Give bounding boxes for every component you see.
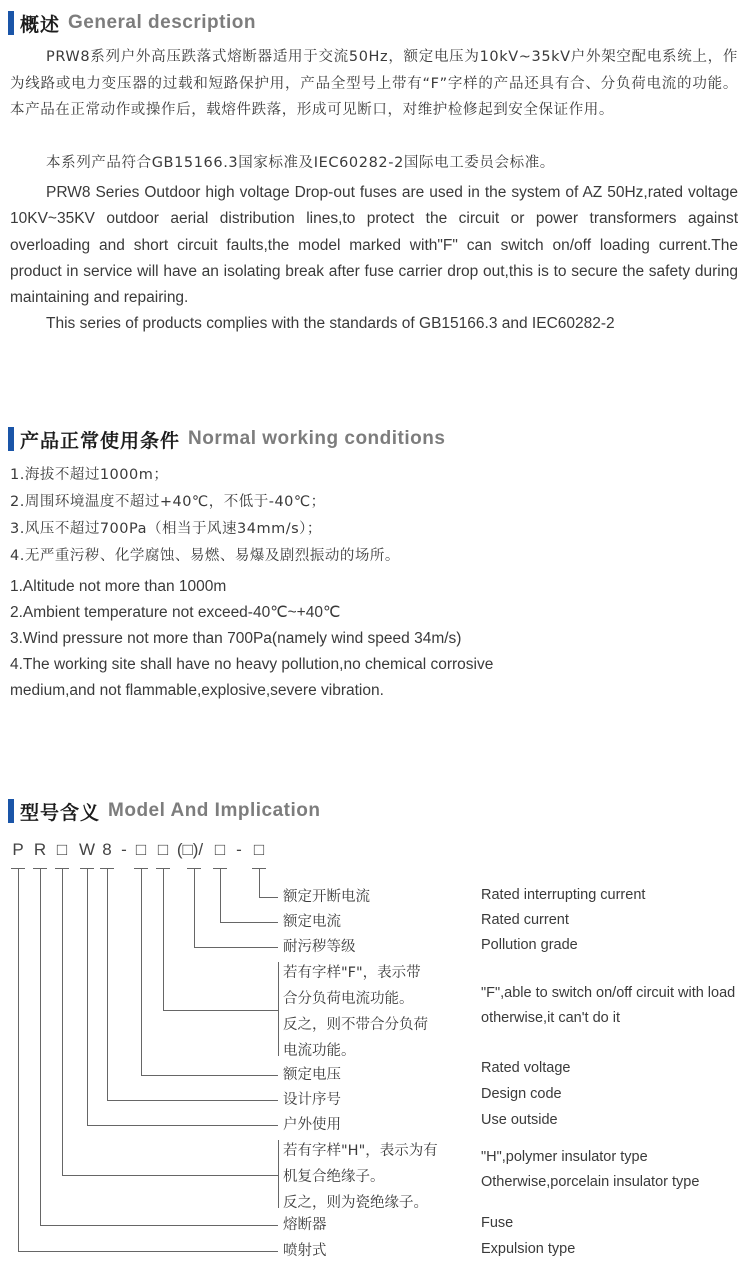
model-label-zh	[283, 960, 428, 1064]
model-label-zh	[283, 884, 370, 910]
section-accent-bar	[8, 11, 14, 35]
model-label-zh	[283, 1112, 341, 1138]
model-code-char: □	[135, 840, 147, 859]
code-connector-horizontal	[141, 1075, 278, 1076]
model-label-zh	[283, 1087, 341, 1113]
model-code-char: □	[214, 840, 226, 859]
model-label-zh-line: 额定开断电流	[283, 889, 370, 905]
model-code-char: -	[121, 840, 127, 859]
section-header-model	[8, 798, 320, 824]
model-label-en	[481, 1237, 575, 1262]
code-connector-horizontal	[194, 947, 278, 948]
condition-item-zh: 2.周围环境温度不超过+40℃，不低于-40℃；	[10, 494, 326, 510]
model-code-char: □	[253, 840, 265, 859]
condition-item-zh: 1.海拔不超过1000m；	[10, 467, 169, 483]
code-connector-horizontal	[62, 1175, 278, 1176]
model-label-zh	[283, 1062, 341, 1088]
code-connector-vertical	[259, 868, 260, 897]
code-connector-vertical	[18, 868, 19, 1251]
model-code-char: (□)/	[176, 840, 204, 859]
section-title-en: Normal working conditions	[188, 428, 446, 449]
model-label-en	[481, 1056, 570, 1081]
code-connector-vertical	[220, 868, 221, 922]
code-connector-vertical	[107, 868, 108, 1100]
code-connector-vertical	[141, 868, 142, 1075]
model-code-char: □	[56, 840, 68, 859]
model-label-en-line: Fuse	[481, 1215, 514, 1231]
code-connector-horizontal	[18, 1251, 278, 1252]
general-paragraph-en-1: PRW8 Series Outdoor high voltage Drop-out fuses are used in the system of AZ 50Hz,rated voltage 10KV~35KV outdoor aerial distribution lines,to protect the circuit or power transformers against overloading and short circuit faults,the model marked with"F" can switch on/off loading current.The product in service will have an isolating break after fuse carrier drop out,this is to secure the safety during maintaining and repairing.	[10, 184, 738, 307]
model-code-char: -	[236, 840, 242, 859]
model-label-en-line: otherwise,it can't do it	[481, 1010, 620, 1026]
conditions-list-en	[10, 574, 570, 704]
model-label-zh-line: 电流功能。	[283, 1043, 356, 1059]
section-title-zh: 产品正常使用条件	[20, 429, 181, 452]
section-title-zh: 型号含义	[20, 801, 101, 824]
general-paragraph-zh-2: 本系列产品符合GB15166.3国家标准及IEC60282-2国际电工委员会标准。	[46, 155, 555, 171]
section-accent-bar	[8, 427, 14, 451]
condition-item-zh: 3.风压不超过700Pa（相当于风速34mm/s）；	[10, 521, 322, 537]
model-label-en	[481, 981, 735, 1031]
model-code-char: □	[157, 840, 169, 859]
model-label-en	[481, 883, 645, 908]
model-label-zh-line: 户外使用	[283, 1117, 341, 1133]
code-connector-horizontal	[107, 1100, 278, 1101]
code-connector-vertical	[194, 868, 195, 947]
model-label-zh-line: 若有字样"F"，表示带	[283, 965, 421, 981]
code-bracket-line	[278, 1140, 279, 1208]
code-bracket-line	[278, 962, 279, 1056]
model-label-zh-line: 机复合绝缘子。	[283, 1169, 385, 1185]
model-label-en-line: Rated voltage	[481, 1060, 571, 1076]
code-connector-horizontal	[163, 1010, 278, 1011]
model-label-en-line: Rated current	[481, 912, 569, 928]
model-label-en	[481, 1145, 699, 1195]
model-label-zh-line: 合分负荷电流功能。	[283, 991, 414, 1007]
section-title-en: Model And Implication	[108, 800, 321, 821]
model-label-zh	[283, 1138, 438, 1216]
section-title-en: General description	[68, 12, 256, 33]
model-label-en-line: Pollution grade	[481, 937, 578, 953]
model-code-char: R	[33, 840, 47, 859]
model-label-zh	[283, 1238, 327, 1264]
model-code-char: 8	[102, 840, 112, 859]
code-connector-horizontal	[220, 922, 278, 923]
code-connector-vertical	[62, 868, 63, 1175]
model-code-char: P	[12, 840, 24, 859]
model-label-en	[481, 1082, 562, 1107]
condition-item-en: 1.Altitude not more than 1000m	[10, 578, 227, 595]
model-label-en-line: "F",able to switch on/off circuit with load	[481, 985, 736, 1001]
model-label-en	[481, 933, 578, 958]
section-header-conditions	[8, 426, 445, 452]
model-label-zh-line: 额定电流	[283, 914, 341, 930]
model-code-char: W	[78, 840, 96, 859]
model-label-zh-line: 若有字样"H"，表示为有	[283, 1143, 438, 1159]
code-connector-horizontal	[40, 1225, 278, 1226]
section-title-zh: 概述	[20, 13, 61, 36]
condition-item-zh: 4.无严重污秽、化学腐蚀、易燃、易爆及剧烈振动的场所。	[10, 548, 400, 564]
model-label-en	[481, 1108, 558, 1133]
model-label-zh-line: 喷射式	[283, 1243, 327, 1259]
model-label-en	[481, 908, 569, 933]
section-header-general	[8, 10, 256, 36]
model-label-en-line: Expulsion type	[481, 1241, 576, 1257]
code-connector-vertical	[87, 868, 88, 1125]
model-label-en-line: Rated interrupting current	[481, 887, 646, 903]
model-label-en-line: "H",polymer insulator type	[481, 1149, 648, 1165]
model-label-zh-line: 耐污秽等级	[283, 939, 356, 955]
model-label-en-line: Use outside	[481, 1112, 558, 1128]
code-connector-horizontal	[87, 1125, 278, 1126]
model-label-zh-line: 额定电压	[283, 1067, 341, 1083]
model-label-en	[481, 1211, 513, 1236]
model-label-en-line: Otherwise,porcelain insulator type	[481, 1174, 700, 1190]
conditions-list-zh	[10, 462, 400, 570]
section-accent-bar	[8, 799, 14, 823]
code-connector-vertical	[40, 868, 41, 1225]
condition-item-en: 3.Wind pressure not more than 700Pa(namely wind speed 34m/s)	[10, 630, 462, 647]
condition-item-en: 2.Ambient temperature not exceed-40℃~+40℃	[10, 604, 341, 621]
general-paragraph-en-2: This series of products complies with the standards of GB15166.3 and IEC60282-2	[46, 315, 615, 332]
general-paragraph-zh-1: PRW8系列户外高压跌落式熔断器适用于交流50Hz，额定电压为10kV~35kV户外架空配电系统上，作为线路或电力变压器的过载和短路保护用，产品全型号上带有“F”字样的产品还具有合、分负荷电流的功能。本产品在正常动作或操作后，载熔件跌落，形成可见断口，对维护检修起到安全保证作用。	[10, 49, 738, 118]
model-label-zh	[283, 1212, 327, 1238]
condition-item-en: 4.The working site shall have no heavy pollution,no chemical corrosive medium,and not flammable,explosive,severe vibration.	[10, 656, 494, 699]
model-label-zh-line: 熔断器	[283, 1217, 327, 1233]
model-label-zh	[283, 934, 356, 960]
model-label-zh-line: 反之，则不带合分负荷	[283, 1017, 428, 1033]
model-label-zh-line: 设计序号	[283, 1092, 341, 1108]
model-label-zh	[283, 909, 341, 935]
code-connector-horizontal	[259, 897, 278, 898]
model-label-en-line: Design code	[481, 1086, 562, 1102]
code-connector-vertical	[163, 868, 164, 1010]
model-label-zh-line: 反之，则为瓷绝缘子。	[283, 1195, 428, 1211]
